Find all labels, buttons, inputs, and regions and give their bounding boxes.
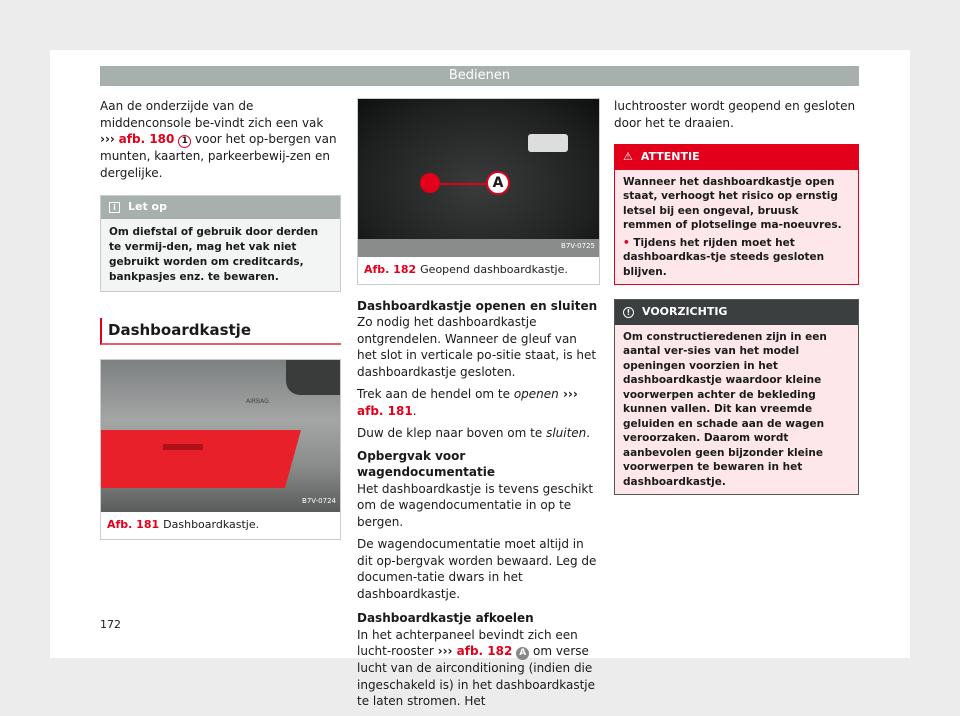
exclamation-circle-icon: ! (623, 307, 634, 318)
subheading: Dashboardkastje openen en sluiten (357, 298, 598, 313)
subheading: Dashboardkastje afkoelen (357, 611, 534, 625)
glovebox-highlight (101, 430, 301, 488)
column-1 (100, 98, 341, 540)
section-heading: Dashboardkastje (100, 318, 341, 346)
info-icon: i (109, 202, 120, 213)
column-2: A B7V-0725 Afb. 182 Geopend dashboardkastje. Dashboardkastje openen en sluiten Zo nodig het dashboardkastje ontgrendelen. Wanneer de gleuf van het slot in verticale po-sitie staat, is het dashboardkastje gesloten. Trek aan de hendel om te openen ››› afb. 181. Duw de klep naar boven om te sluiten. Opbergvak voor wagendocumentatie Het dashboardkastje is tevens geschikt om de wagendocumentatie in op te bergen. De wagendocumentatie moet altijd in dit op-bergvak worden bewaard. Leg de documen-tatie dwars in het dashboardkastje. Dashboardkastje afkoelen In het achterpaneel bevindt zich een lucht-rooster ››› afb. 182 A om verse lucht van de airconditioning (indien die ingeschakeld is) in het dashboardkastje te laten stromen. Het (357, 98, 600, 716)
callout-number: A (516, 647, 529, 660)
note-text: Om diefstal of gebruik door derden te vermij-den, mag het vak niet gebruikt worden om creditcards, bankpasjes enz. te bewaren. (109, 225, 319, 283)
figure-link[interactable]: afb. 181 (357, 403, 413, 418)
air-vent-marker (420, 173, 440, 193)
subheading: Opbergvak voor wagendocumentatie (357, 448, 495, 479)
figure-caption: Afb. 181 Dashboardkastje. (107, 518, 260, 531)
figure-link[interactable]: afb. 182 (452, 644, 513, 658)
note-header: i Let op (101, 196, 340, 219)
figure-caption: Afb. 182 Geopend dashboardkastje. (364, 263, 568, 276)
intro-paragraph: Aan de onderzijde van de middenconsole be-vindt zich een vak ››› afb. 180 1 voor het op-bergen van munten, kaarten, parkeerbewij-zen en dergelijke. (100, 99, 337, 180)
glovebox-closed-image: AIRBAG B7V-0724 (101, 360, 340, 512)
warning-triangle-icon: ⚠ (623, 150, 633, 163)
section-header: Bedienen (100, 66, 859, 86)
glovebox-open-image: A B7V-0725 (358, 99, 599, 257)
caution-box: ! VOORZICHTIG Om constructieredenen zijn in een aantal ver-sies van het model openingen voorzien in het dashboardkastje waardoor kleine voorwerpen achter de bekleding kunnen vallen. Dit kan vreemde geluiden en schade aan de wagen veroorzaken. Daarom wordt aanbevolen geen bijzonder kleine voorwerpen te bewaren in het dashboardkastje. (614, 299, 859, 495)
note-box (100, 195, 341, 292)
bullet-icon: • (623, 236, 634, 249)
callout-number: 1 (178, 135, 191, 148)
page-number: 172 (100, 618, 121, 631)
warning-box: ⚠ ATTENTIE Wanneer het dashboardkastje open staat, verhoogt het risico op ernstig letsel bij een ongeval, bruusk remmen of plotselinge ma-noeuvres. • Tijdens het rijden moet het dashboardkas-tje steeds gesloten blijven. (614, 144, 859, 285)
figure-link[interactable]: afb. 180 (118, 132, 175, 146)
callout-a: A (486, 171, 510, 195)
column-3: luchtrooster wordt geopend en gesloten door het te draaien. ⚠ ATTENTIE Wanneer het dashboardkastje open staat, verhoogt het risico op ernstig letsel bij een ongeval, bruusk remmen of plotselinge ma-noeuvres. • Tijdens het rijden moet het dashboardkas-tje steeds gesloten blijven. ! VOORZICHTIG Om constructieredenen zijn in een aantal ver-sies van het model openingen voorzien in het dashboardkastje waardoor kleine voorwerpen achter de bekleding kunnen vallen. Dit kan vreemde geluiden en schade aan de wagen veroorzaken. Daarom wordt aanbevolen geen bijzonder kleine voorwerpen te bewaren in het dashboardkastje. (614, 98, 859, 495)
figure-181 (100, 359, 341, 540)
figure-182 (357, 98, 600, 285)
